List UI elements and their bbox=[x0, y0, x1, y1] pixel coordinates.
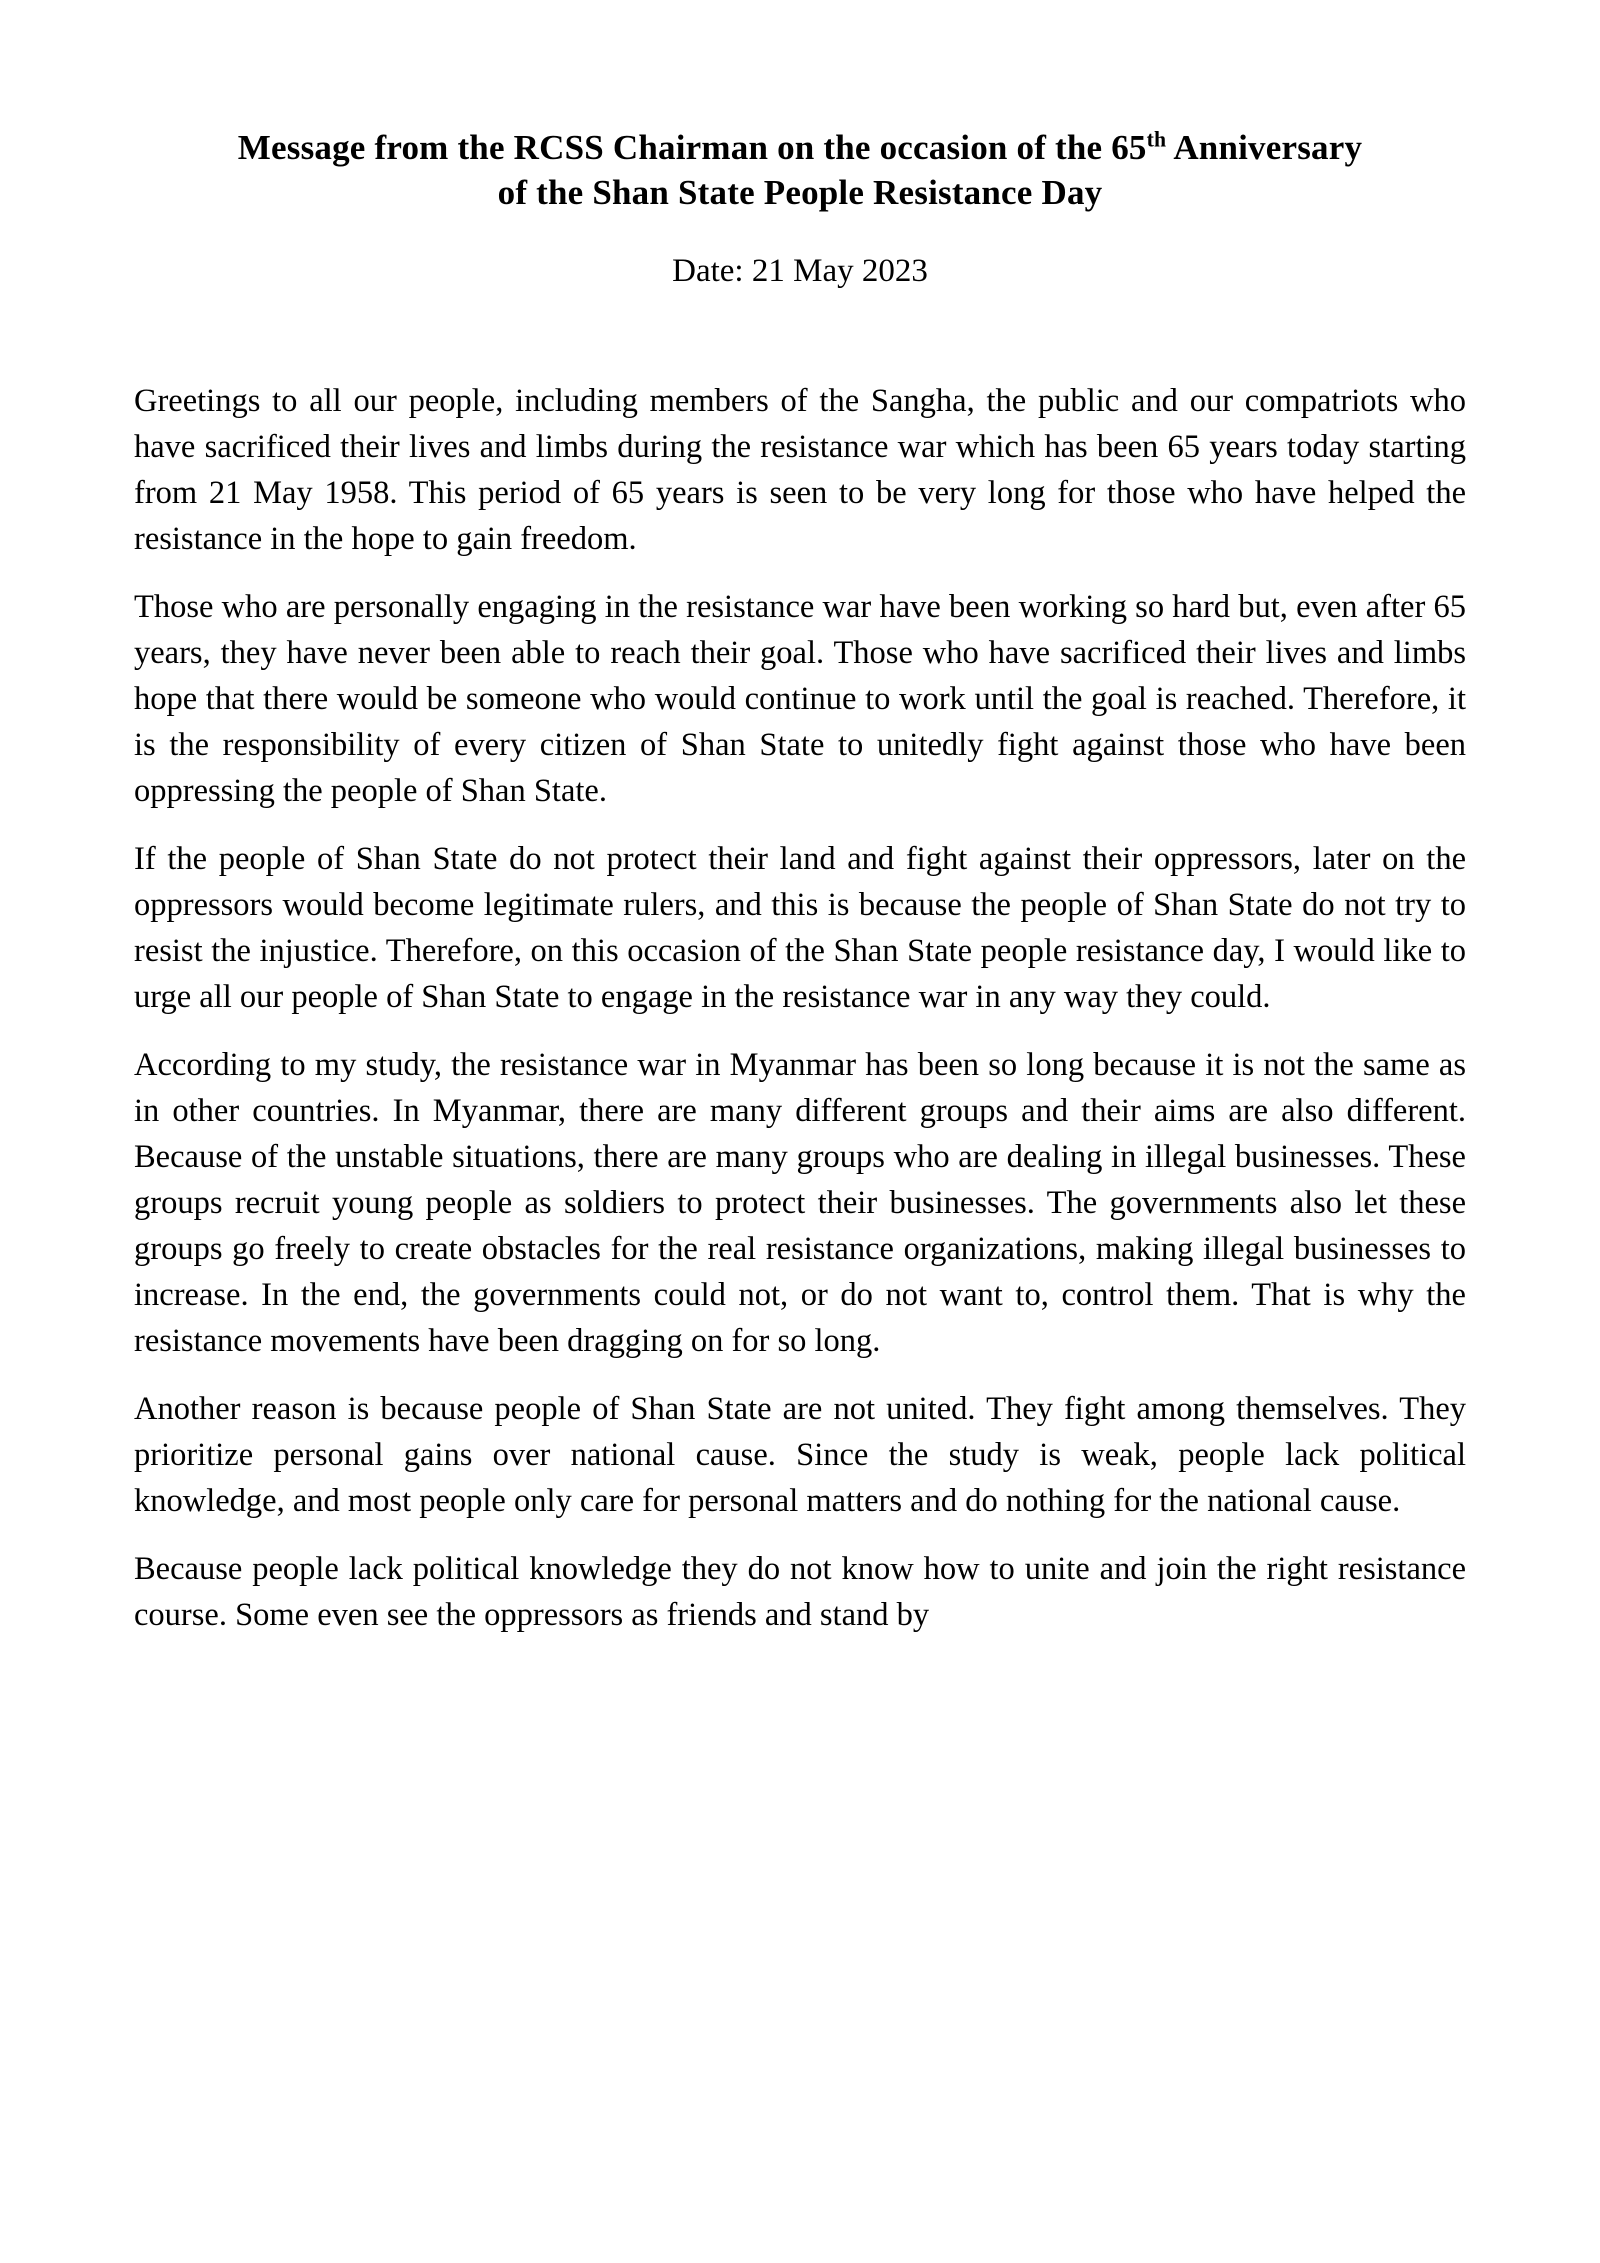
document-date: Date: 21 May 2023 bbox=[672, 252, 928, 289]
paragraph: Another reason is because people of Shan State are not united. They fight among themselves. They prioritize personal gains over national cause. Since the study is weak, people lack political knowledge, and most people only care for personal matters and do nothing for the national cause. bbox=[134, 1391, 1466, 1520]
page-content bbox=[134, 0, 1466, 1638]
paragraph: Greetings to all our people, including members of the Sangha, the public and our compatriots who have sacrificed their lives and limbs during the resistance war which has been 65 years today starting from 21 May 1958. This period of 65 years is seen to be very long for those who have helped the resistance in the hope to gain freedom. bbox=[134, 383, 1466, 558]
title-block bbox=[134, 126, 1466, 292]
title-line-1-before-superscript: Message from the RCSS Chairman on the occasion of the 65 bbox=[237, 128, 1147, 167]
title-ordinal-superscript: th bbox=[1146, 127, 1167, 152]
document-body bbox=[134, 378, 1466, 1638]
paragraph: If the people of Shan State do not protect their land and fight against their oppressors, later on the oppressors would become legitimate rulers, and this is because the people of Shan State do not try to resist the injustice. Therefore, on this occasion of the Shan State people resistance day, I would like to urge all our people of Shan State to engage in the resistance war in any way they could. bbox=[134, 841, 1466, 1016]
paragraph: Those who are personally engaging in the resistance war have been working so hard but, even after 65 years, they have never been able to reach their goal. Those who have sacrificed their lives and limbs hope that there would be someone who would continue to work until the goal is reached. Therefore, it is the responsibility of every citizen of Shan State to unitedly fight against those who have been oppressing the people of Shan State. bbox=[134, 589, 1466, 810]
paragraph: According to my study, the resistance war in Myanmar has been so long because it is not the same as in other countries. In Myanmar, there are many different groups and their aims are also different. Because of the unstable situations, there are many groups who are dealing in illegal businesses. These groups recruit young people as soldiers to protect their businesses. The governments also let these groups go freely to create obstacles for the real resistance organizations, making illegal businesses to increase. In the end, the governments could not, or do not want to, control them. That is why the resistance movements have been dragging on for so long. bbox=[134, 1047, 1466, 1360]
paragraph: Because people lack political knowledge they do not know how to unite and join the right resistance course. Some even see the oppressors as friends and stand by bbox=[134, 1551, 1466, 1634]
page-title bbox=[134, 126, 1466, 216]
title-line-2: of the Shan State People Resistance Day bbox=[497, 172, 1103, 212]
title-line-1-after-superscript: Anniversary bbox=[1166, 128, 1363, 167]
